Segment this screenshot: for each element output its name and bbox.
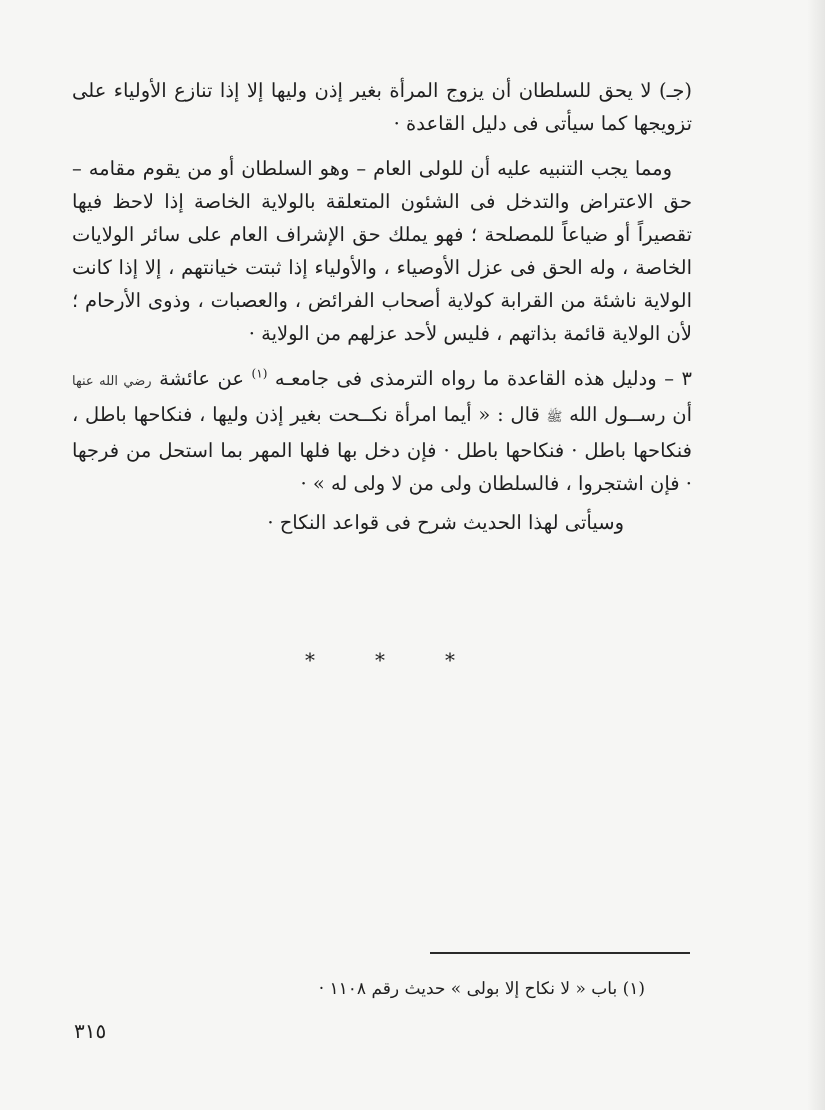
honorific-aisha: رضي الله عنها (72, 374, 152, 389)
footnote-rule (430, 952, 690, 954)
section-separator (305, 650, 455, 670)
footnote: (١) باب « لا نكاح إلا بولى » حديث رقم ١١٠٨ · (318, 979, 645, 999)
footnote-marker: (١) (251, 366, 268, 381)
hadith-text: قال : « أيما امرأة نكــحت بغير إذن وليها ، فنكاحها باطل ، فنكاحها باطل · فنكاحها باطل · فإن دخل بها فلها المهر بما استحل من فرجها · فإن اشتجروا ، فالسلطان ولى من لا ولى له » · (72, 403, 692, 495)
evidence-prophet: أن رســول الله (569, 403, 693, 426)
separator-star: * (375, 648, 385, 672)
page-edge-shadow (807, 0, 825, 1110)
paragraph-evidence (72, 362, 692, 500)
evidence-aisha: عن عائشة (159, 367, 244, 390)
paragraph-general-guardian: ومما يجب التنبيه عليه أن للولى العام – وهو السلطان أو من يقوم مقامه – حق الاعتراض والتدخل فى الشئون المتعلقة بالولاية الخاصة إذا لاحظ فيها تقصيراً أو ضياعاً للمصلحة ؛ فهو يملك حق الإشراف العام على سائر الولايات الخاصة ، وله الحق فى عزل الأوصياء ، والأولياء إذا ثبتت خيانتهم ، إلا إذا كانت الولاية ناشئة من القرابة كولاية أصحاب الفرائض ، والعصبات ، وذوى الأرحام ؛ لأن الولاية قائمة بذاتهم ، فليس لأحد عزلهم من الولاية · (72, 157, 692, 345)
paragraph-jim: (جـ) لا يحق للسلطان أن يزوج المرأة بغير إذن وليها إلا إذا تنازع الأولياء على تزويجها كما سيأتى فى دليل القاعدة · (72, 79, 692, 135)
honorific-prophet: ﷺ (546, 410, 563, 425)
main-text (72, 74, 692, 539)
paragraph-explanation-note: وسيأتى لهذا الحديث شرح فى قواعد النكاح · (267, 511, 624, 534)
evidence-intro: ٣ – ودليل هذه القاعدة ما رواه الترمذى فى جامعـه (274, 367, 693, 390)
separator-star: * (445, 648, 455, 672)
separator-star: * (305, 648, 315, 672)
page-number: ٣١٥ (74, 1019, 107, 1043)
